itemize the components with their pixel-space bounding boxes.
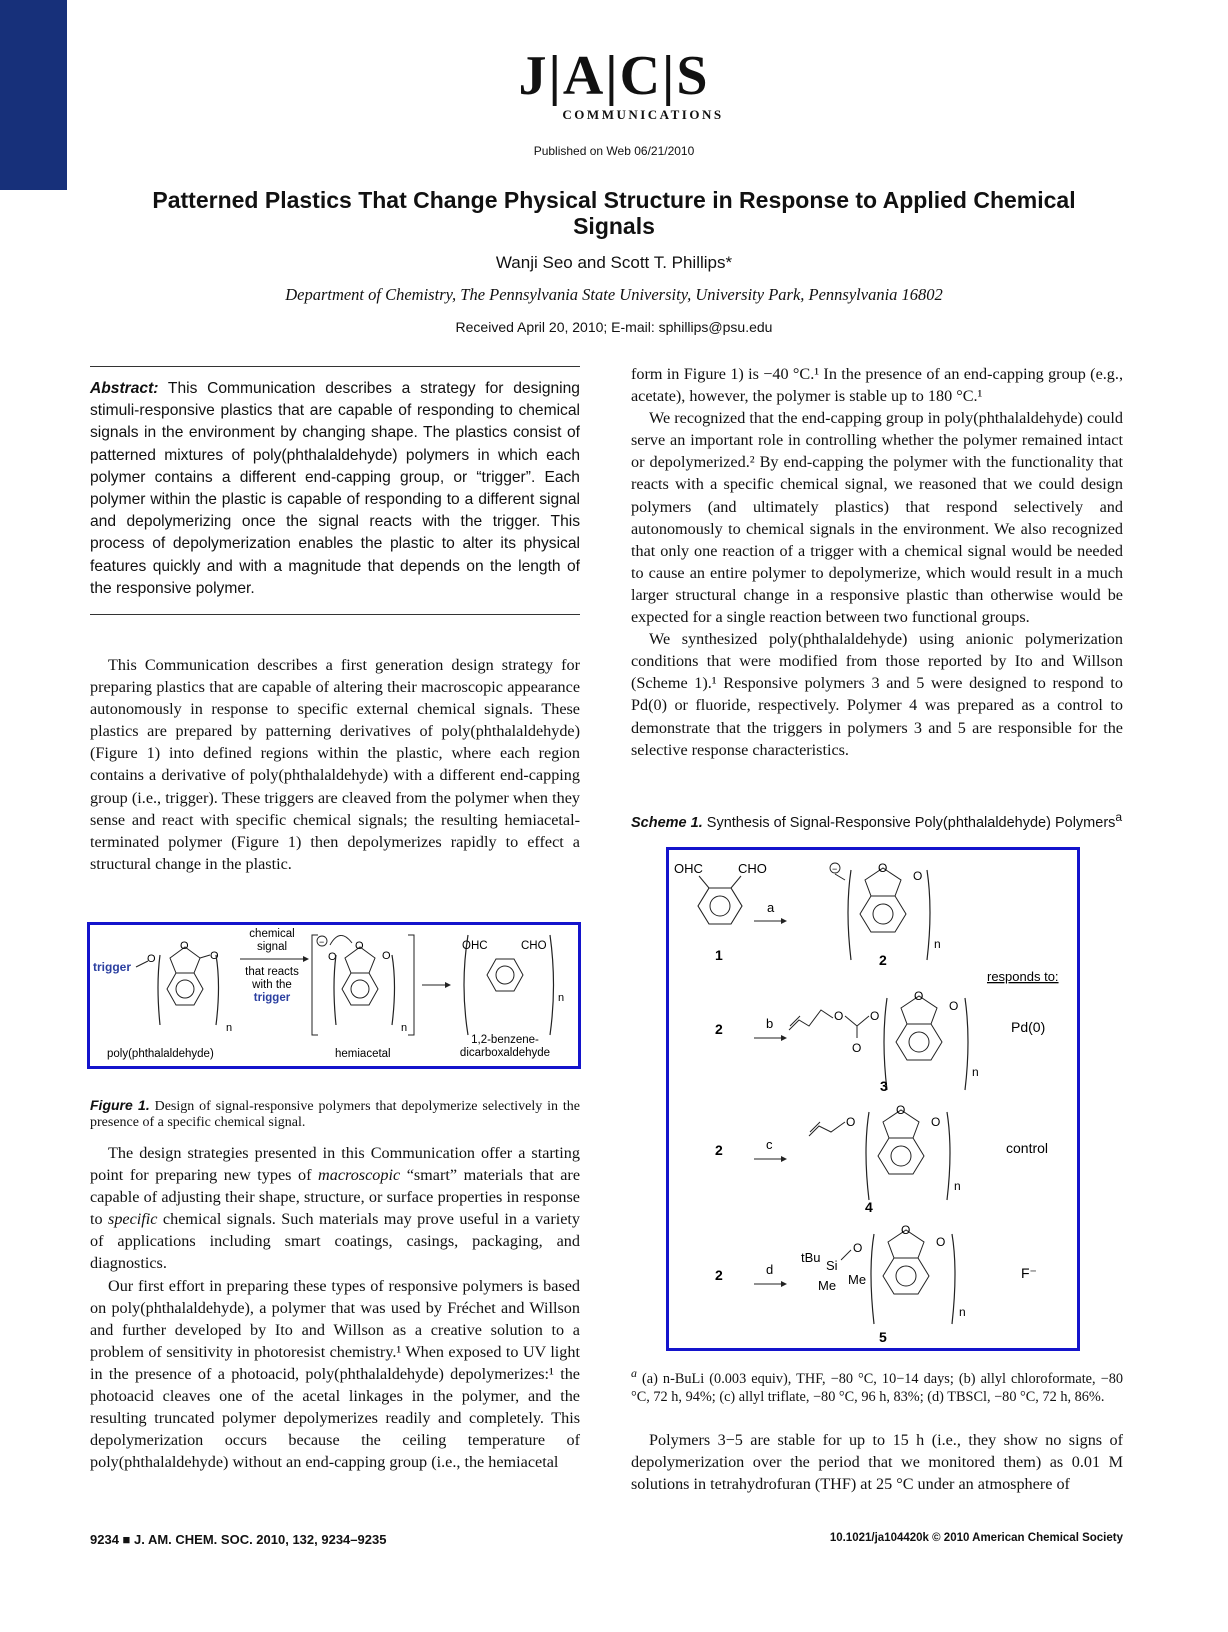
row4-o3: O [936,1235,946,1249]
compound-5-label: 5 [879,1329,887,1345]
received-line: Received April 20, 2010; E-mail: sphillips@psu.edu [455,319,773,335]
row2-n: n [972,1065,979,1079]
si-label: Si [826,1258,838,1273]
arrow-text-trigger: trigger [253,992,291,1004]
effort-paragraph: Our first effort in preparing these types of responsive polymers is based on poly(phthalaldehyde), a polymer that was used by Fréchet and Willson and further developed by Ito and Willson as a creative solution to a problem of sensitivity in photoresist chemistry.¹ When exposed to UV light in the presence of a photoacid, poly(phthalaldehyde) depolymerizes:¹ the photoacid cleaves one of the acetal linkages in the polymer, and the resulting truncated polymer depolymerizes readily and completely. This depolymerization occurs because the ceiling temperature of poly(phthalaldehyde) without an end-capping group (i.e., the hemiacetal [90,1276,580,1472]
article-authors: Wanji Seo and Scott T. Phillips* [495,253,733,272]
me-label-2: Me [848,1272,867,1287]
publication-date: Published on Web 06/21/2010 [533,144,695,158]
fig1-o6: O [382,950,391,962]
page-footer-citation: 9234 ■ J. AM. CHEM. SOC. 2010, 132, 9234–9235 [90,1532,387,1547]
scheme2-n: n [934,937,941,951]
scheme-1 [666,847,1080,1351]
compound-1-label: 1 [715,947,723,963]
synthesis-paragraph: We synthesized poly(phthalaldehyde) using anionic polymerization conditions that were modified from those reported by Ito and Willson (Scheme 1).¹ Responsive polymers 3 and 5 were designed to respond to Pd(0) or fluoride, respectively. Polymer 4 was prepared as a control to demonstrate that the triggers in polymers 3 and 5 are responsible for the selective response characteristics. [631,630,1123,759]
scheme2-o2: O [913,869,923,883]
row4-n: n [959,1305,966,1319]
right-column-lower [631,1429,1123,1495]
abstract-text: This Communication describes a strategy for designing stimuli-responsive plastics that are capable of responding to chemical signals in the environment by changing shape. The plastics consist of patterned mixtures of poly(phthalaldehyde) polymers in which each polymer contains a different end-capping group, or “trigger”. Each polymer within the plastic is capable of responding to a different signal and depolymerizing once the signal reacts with the trigger. This process of depolymerization enables the plastic to alter its physical features quickly and with a magnitude that depends on the length of the responsive polymer. [90,380,580,597]
row4-o1: O [853,1241,863,1255]
right-column-upper [631,363,1123,761]
arrow-text-chemical-signal: chemical signal [249,928,295,953]
scheme2-o: O [878,861,888,875]
row4-reactant: 2 [715,1267,723,1283]
row2-o4: O [914,989,924,1003]
poly-label: poly(phthalaldehyde) [107,1048,214,1060]
compound-3-label: 3 [880,1078,888,1094]
row4-o2: O [901,1223,911,1237]
figure-1-caption-text: Design of signal-responsive polymers that depolymerize selectively in the presence of a specific chemical signal. [90,1099,580,1130]
step-a: a [767,900,775,915]
fig1-o5: O [355,940,364,952]
row2-o3: O [870,1009,880,1023]
fig1-o4: O [328,951,337,963]
intro-paragraph: This Communication describes a first generation design strategy for preparing plastics that are capable of altering their macroscopic appearance autonomously in response to specific external chemical signals. These plastics are prepared by patterning derivatives of poly(phthalaldehyde) (Figure 1) into defined regions within the plastic, where each region contains a derivative of poly(phthalaldehyde) with a different end-capping group (i.e., trigger). These triggers are cleaved from the polymer when they sense and react with specific chemical signals; the resulting hemiacetal-terminated polymer (Figure 1) then depolymerizes rapidly to effect a structural change in the plastic. [90,656,580,873]
benzene-label-2: dicarboxaldehyde [459,1047,551,1059]
journal-logo: J|A|C|S [518,45,710,107]
compound-4-label: 4 [865,1199,873,1215]
scheme-1-footnote: $^a$ (a) n-BuLi (0.003 equiv), THF, −80 °C, 10−14 days; (b) allyl chloroformate, −80 °C, 72 h, 94%; (c) allyl triflate, −80 °C, 96 h, 83%; (d) TBSCl, −80 °C, 72 h, 86%. [631,1366,1124,1405]
row3-o1: O [846,1115,856,1129]
scheme-minus: − [832,864,838,874]
fig1-cho: CHO [521,940,547,952]
response-pd: Pd(0) [1011,1019,1046,1035]
scheme-ohc: OHC [674,861,703,876]
scheme-1-title: Scheme 1. Synthesis of Signal-Responsive Poly(phthalaldehyde) Polymers$^a$ [631,810,1123,831]
figure-1-graphic [90,925,578,1066]
scheme-1-title-text: Synthesis of Signal-Responsive Poly(phthalaldehyde) Polymers [706,814,1116,831]
abstract [90,378,580,600]
step-c: c [766,1137,773,1152]
article-affiliation: Department of Chemistry, The Pennsylvania State University, University Park, Pennsylvania 16802 [285,285,943,304]
fig1-n3: n [558,992,565,1004]
stability-paragraph: Polymers 3−5 are stable for up to 15 h (i.e., they show no signs of depolymerization over the period that we monitored them) as 0.01 M solutions in tetrahydrofuran (THF) at 25 °C under an atmosphere of [631,1431,1123,1494]
trigger-label: trigger [93,960,132,974]
figure-1-caption [90,1097,580,1131]
journal-logo-subtitle: COMMUNICATIONS [562,107,724,122]
scheme-1-label: Scheme 1. [631,814,703,831]
benzene-label-1: 1,2-benzene- [471,1034,539,1046]
fig1-n1: n [226,1022,233,1034]
responds-to-header: responds to: [987,969,1059,984]
row2-o1: O [834,1009,844,1023]
row2-o2: O [852,1041,862,1055]
fig1-o1: O [147,953,156,965]
fig1-o3: O [210,950,219,962]
figure-1 [87,922,581,1069]
step-b: b [766,1016,774,1031]
step-d: d [766,1262,774,1277]
fig1-o2: O [180,940,189,952]
fig1-minus: − [319,937,325,947]
scheme-1-footnote-text: (a) n-BuLi (0.003 equiv), THF, −80 °C, 10−14 days; (b) allyl chloroformate, −80 °C, 72 h, 94%; (c) allyl triflate, −80 °C, 96 h, 83%; (d) TBSCl, −80 °C, 72 h, 86%. [631,1370,1124,1405]
row3-n: n [954,1179,961,1193]
left-column-intro [90,654,580,875]
fig1-ohc: OHC [462,940,488,952]
row2-o5: O [949,999,959,1013]
abstract-bottom-rule [90,614,580,615]
ceiling-paragraph: form in Figure 1) is −40 °C.¹ In the presence of an end-capping group (e.g., acetate), however, the polymer is stable up to 180 °C.¹ [631,365,1123,406]
page-footer-doi: 10.1021/ja104420k © 2010 American Chemical Society [829,1532,1123,1544]
abstract-top-rule [90,366,580,367]
row3-o2: O [896,1103,906,1117]
arrow-text-reacts: that reacts with the [245,966,299,991]
left-column-lower [90,1142,580,1473]
row3-reactant: 2 [715,1142,723,1158]
scheme-cho: CHO [738,861,767,876]
recognized-paragraph: We recognized that the end-capping group in poly(phthalaldehyde) could serve an important role in controlling whether the polymer remained intact or depolymerized.² By end-capping the polymer with the functionality that reacts with a specific chemical signal, we reasoned that we could design polymers (and ultimately plastics) that respond selectively and autonomously to chemical signals in the environment. We also recognized that only one reaction of a trigger with a chemical signal would be needed to cause an entire polymer to depolymerize, which would result in a much larger structural change in a responsive plastic than otherwise would be expected for a single reaction between two functional groups. [631,409,1123,627]
figure-1-caption-label: Figure 1. [90,1097,150,1113]
abstract-label: Abstract: [90,380,159,397]
row3-o3: O [931,1115,941,1129]
hemiacetal-label: hemiacetal [335,1048,391,1060]
response-control: control [1006,1140,1049,1156]
me-label-1: Me [818,1278,837,1293]
article-title: Patterned Plastics That Change Physical Structure in Response to Applied Chemical Signals [152,187,1076,239]
scheme-1-graphic [669,850,1077,1348]
fig1-n2: n [401,1022,408,1034]
compound-2-label: 2 [879,952,887,968]
response-fluoride: F⁻ [1021,1265,1037,1281]
tbu-label: tBu [801,1250,821,1265]
row2-reactant: 2 [715,1021,723,1037]
design-paragraph: The design strategies presented in this Communication offer a starting point for preparing new types of macroscopic “smart” materials that are capable of adjusting their shape, structure, or surface properties in response to specific chemical signals. Such materials may prove useful in a variety of applications including smart coatings, casings, packaging, and diagnostics. [90,1144,581,1273]
